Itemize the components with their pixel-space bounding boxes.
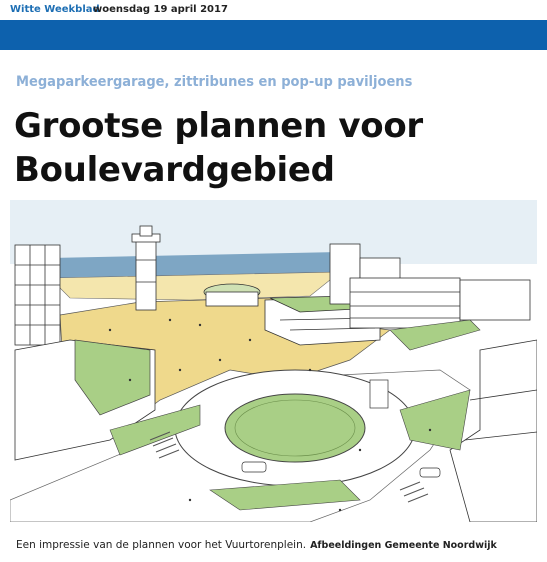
pavilion bbox=[204, 284, 260, 306]
image-credit: Afbeeldingen Gemeente Noordwijk bbox=[310, 540, 497, 551]
masthead-bar bbox=[0, 20, 547, 50]
issue-date: woensdag 19 april 2017 bbox=[93, 4, 228, 15]
masthead bbox=[0, 0, 547, 20]
caption-text: Een impressie van de plannen voor het Vuurtorenplein. bbox=[16, 539, 307, 551]
article-illustration bbox=[10, 200, 537, 522]
article-headline: Grootse plannen voor Boulevardgebied bbox=[14, 106, 423, 190]
image-caption bbox=[16, 539, 541, 551]
lighthouse bbox=[132, 226, 160, 310]
paper-name[interactable]: Witte Weekblad bbox=[10, 4, 100, 15]
article-kicker: Megaparkeergarage, zittribunes en pop-up paviljoens bbox=[16, 74, 413, 90]
